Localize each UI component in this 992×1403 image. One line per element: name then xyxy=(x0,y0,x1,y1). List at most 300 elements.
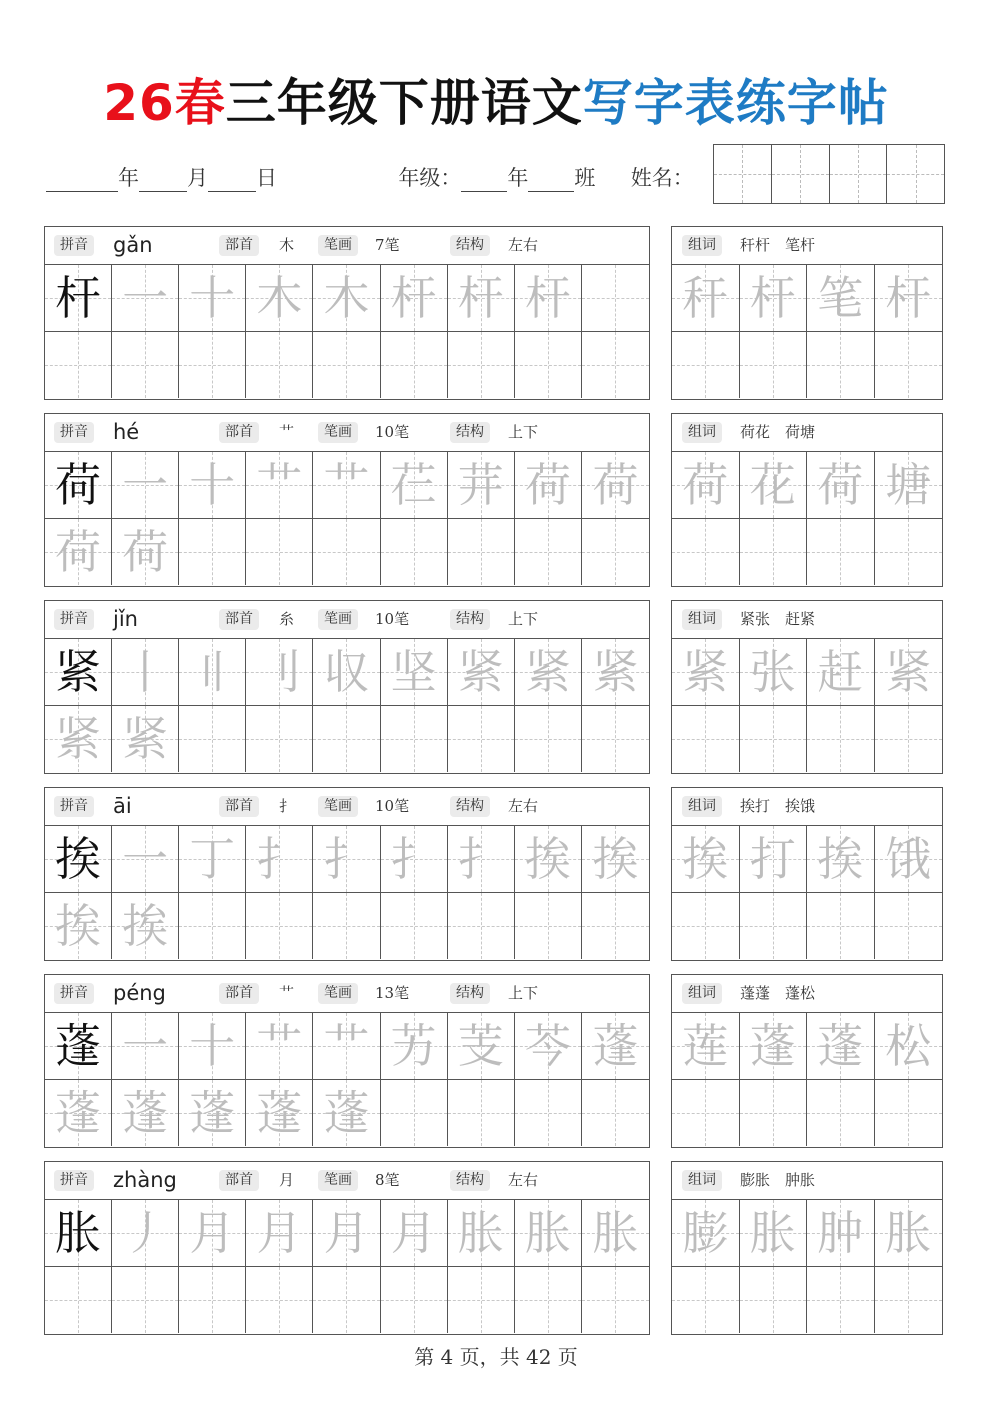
writing-cell[interactable] xyxy=(515,826,582,893)
year-blank[interactable] xyxy=(46,169,118,192)
writing-cell[interactable] xyxy=(45,826,112,893)
writing-cell[interactable] xyxy=(179,1200,246,1267)
writing-cell[interactable] xyxy=(672,826,740,893)
writing-cell[interactable] xyxy=(672,1267,740,1333)
writing-cell[interactable] xyxy=(381,1013,448,1080)
writing-cell[interactable] xyxy=(313,893,380,959)
writing-cell[interactable] xyxy=(515,706,582,772)
writing-cell[interactable] xyxy=(381,452,448,519)
writing-cell[interactable] xyxy=(313,452,380,519)
word-practice-panel xyxy=(671,413,943,587)
writing-cell[interactable] xyxy=(381,1267,448,1333)
char-info-header xyxy=(45,788,649,826)
writing-cell[interactable] xyxy=(112,519,179,585)
writing-cell[interactable] xyxy=(313,639,380,706)
strokes-value: 10笔 xyxy=(375,797,410,815)
writing-cell[interactable] xyxy=(740,1200,808,1267)
strokes-tag: 笔画 xyxy=(318,796,358,817)
writing-cell[interactable] xyxy=(45,706,112,772)
word-trace-character: 饿 xyxy=(885,832,932,886)
stroke-step-character: 芩 xyxy=(524,1019,571,1073)
practice-grid xyxy=(45,265,649,398)
writing-cell[interactable] xyxy=(740,893,808,959)
pinyin-value: jǐn xyxy=(113,607,138,631)
word-grid xyxy=(672,452,942,585)
writing-cell[interactable] xyxy=(582,1013,649,1080)
writing-cell[interactable] xyxy=(246,332,313,398)
structure-value: 左右 xyxy=(508,1171,539,1189)
writing-cell[interactable] xyxy=(875,519,943,585)
writing-cell[interactable] xyxy=(582,452,649,519)
writing-cell[interactable] xyxy=(672,1013,740,1080)
writing-cell[interactable] xyxy=(448,893,515,959)
writing-cell[interactable] xyxy=(179,893,246,959)
writing-cell[interactable] xyxy=(381,639,448,706)
writing-cell[interactable] xyxy=(246,519,313,585)
stroke-step-character: 十 xyxy=(189,1019,236,1073)
word-trace-character: 莲 xyxy=(682,1019,729,1073)
words-header xyxy=(672,1162,942,1200)
stroke-step-character: 木 xyxy=(323,271,370,325)
writing-cell[interactable] xyxy=(740,1080,808,1146)
writing-cell[interactable] xyxy=(179,639,246,706)
writing-cell[interactable] xyxy=(582,706,649,772)
structure-tag: 结构 xyxy=(450,609,490,630)
writing-cell[interactable] xyxy=(313,1080,380,1146)
structure-value: 上下 xyxy=(508,984,539,1002)
writing-cell[interactable] xyxy=(313,1013,380,1080)
word-trace-character: 笔 xyxy=(817,271,864,325)
writing-cell[interactable] xyxy=(875,265,943,332)
writing-cell[interactable] xyxy=(875,706,943,772)
writing-cell[interactable] xyxy=(179,519,246,585)
writing-cell[interactable] xyxy=(112,265,179,332)
stroke-step-character: 月 xyxy=(323,1206,370,1260)
writing-cell[interactable] xyxy=(45,1200,112,1267)
writing-cell[interactable] xyxy=(807,265,875,332)
writing-cell[interactable] xyxy=(515,452,582,519)
words-header xyxy=(672,227,942,265)
writing-cell[interactable] xyxy=(179,706,246,772)
practice-grid xyxy=(45,826,649,959)
radical-value: 月 xyxy=(279,1171,295,1189)
writing-cell[interactable] xyxy=(807,332,875,398)
strokes-value: 7笔 xyxy=(375,236,400,254)
word-grid xyxy=(672,1013,942,1146)
writing-cell[interactable] xyxy=(112,1013,179,1080)
writing-cell[interactable] xyxy=(448,639,515,706)
writing-cell[interactable] xyxy=(515,1267,582,1333)
writing-cell[interactable] xyxy=(381,826,448,893)
trace-character: 蓬 xyxy=(256,1086,303,1140)
stroke-step-character: 一 xyxy=(122,271,169,325)
words-value: 荷花 荷塘 xyxy=(740,423,816,441)
writing-cell[interactable] xyxy=(246,265,313,332)
writing-cell[interactable] xyxy=(381,519,448,585)
writing-cell[interactable] xyxy=(875,1013,943,1080)
structure-tag: 结构 xyxy=(450,422,490,443)
radical-tag: 部首 xyxy=(219,796,259,817)
writing-cell[interactable] xyxy=(45,893,112,959)
pinyin-value: hé xyxy=(113,420,140,444)
stroke-step-character: 木 xyxy=(256,271,303,325)
practice-grid xyxy=(45,639,649,772)
writing-cell[interactable] xyxy=(112,1080,179,1146)
grade-blank[interactable] xyxy=(461,169,507,192)
trace-character: 荷 xyxy=(122,525,169,579)
trace-character: 荷 xyxy=(55,525,102,579)
writing-cell[interactable] xyxy=(582,893,649,959)
stroke-step-character: 扌 xyxy=(256,832,303,886)
word-practice-panel xyxy=(671,226,943,400)
pinyin-value: gǎn xyxy=(113,233,153,257)
char-info-header xyxy=(45,975,649,1013)
writing-cell[interactable] xyxy=(112,826,179,893)
writing-cell[interactable] xyxy=(807,706,875,772)
stroke-step-character: 艹 xyxy=(323,458,370,512)
writing-cell[interactable] xyxy=(448,265,515,332)
writing-cell[interactable] xyxy=(45,265,112,332)
structure-value: 上下 xyxy=(508,610,539,628)
writing-cell[interactable] xyxy=(740,519,808,585)
writing-cell[interactable] xyxy=(448,826,515,893)
strokes-tag: 笔画 xyxy=(318,235,358,256)
writing-cell[interactable] xyxy=(448,1267,515,1333)
word-trace-character: 秆 xyxy=(682,271,729,325)
title-suffix: 写字表练字帖 xyxy=(582,74,889,132)
grade-year-label: 年 xyxy=(507,166,529,190)
writing-cell[interactable] xyxy=(740,1013,808,1080)
practice-grid xyxy=(45,1013,649,1146)
writing-cell[interactable] xyxy=(740,332,808,398)
writing-cell[interactable] xyxy=(246,452,313,519)
writing-cell[interactable] xyxy=(45,1267,112,1333)
word-practice-panel xyxy=(671,974,943,1148)
pinyin-tag: 拼音 xyxy=(54,422,94,443)
writing-cell[interactable] xyxy=(875,1080,943,1146)
writing-cell[interactable] xyxy=(45,1013,112,1080)
word-trace-character: 荷 xyxy=(817,458,864,512)
char-info-header xyxy=(45,414,649,452)
stroke-step-character: 艹 xyxy=(323,1019,370,1073)
stroke-step-character: 月 xyxy=(189,1206,236,1260)
word-practice-panel xyxy=(671,600,943,774)
writing-cell[interactable] xyxy=(381,893,448,959)
stroke-step-character: 紧 xyxy=(457,645,504,699)
month-blank[interactable] xyxy=(139,169,187,192)
writing-cell[interactable] xyxy=(448,519,515,585)
writing-cell[interactable] xyxy=(448,332,515,398)
name-box[interactable] xyxy=(830,145,888,203)
pinyin-value: āi xyxy=(113,794,132,818)
model-character: 紧 xyxy=(55,645,102,699)
day-blank[interactable] xyxy=(208,169,256,192)
char-info-header xyxy=(45,227,649,265)
writing-cell[interactable] xyxy=(672,452,740,519)
word-grid xyxy=(672,1200,942,1333)
name-box[interactable] xyxy=(772,145,830,203)
writing-cell[interactable] xyxy=(672,706,740,772)
radical-tag: 部首 xyxy=(219,235,259,256)
strokes-tag: 笔画 xyxy=(318,422,358,443)
writing-cell[interactable] xyxy=(515,1200,582,1267)
writing-cell[interactable] xyxy=(45,639,112,706)
writing-cell[interactable] xyxy=(672,1080,740,1146)
writing-cell[interactable] xyxy=(875,452,943,519)
writing-cell[interactable] xyxy=(515,332,582,398)
writing-cell[interactable] xyxy=(582,332,649,398)
pinyin-tag: 拼音 xyxy=(54,235,94,256)
writing-cell[interactable] xyxy=(807,519,875,585)
writing-cell[interactable] xyxy=(179,452,246,519)
stroke-step-character: 十 xyxy=(189,458,236,512)
radical-value: 木 xyxy=(279,236,295,254)
word-trace-character: 挨 xyxy=(682,832,729,886)
info-line xyxy=(46,162,694,192)
strokes-value: 13笔 xyxy=(375,984,410,1002)
writing-cell[interactable] xyxy=(381,265,448,332)
writing-cell[interactable] xyxy=(515,265,582,332)
writing-cell[interactable] xyxy=(807,893,875,959)
strokes-value: 10笔 xyxy=(375,423,410,441)
day-label: 日 xyxy=(256,166,277,190)
writing-cell[interactable] xyxy=(740,639,808,706)
words-header xyxy=(672,788,942,826)
char-practice-panel xyxy=(44,1161,650,1335)
stroke-step-character: 扌 xyxy=(457,832,504,886)
writing-cell[interactable] xyxy=(381,1080,448,1146)
writing-cell[interactable] xyxy=(45,332,112,398)
words-tag: 组词 xyxy=(682,609,722,630)
writing-cell[interactable] xyxy=(672,519,740,585)
stroke-step-character: 月 xyxy=(256,1206,303,1260)
words-value: 蓬蓬 蓬松 xyxy=(740,984,816,1002)
writing-cell[interactable] xyxy=(246,1080,313,1146)
writing-cell[interactable] xyxy=(179,1013,246,1080)
writing-cell[interactable] xyxy=(807,1267,875,1333)
writing-cell[interactable] xyxy=(672,265,740,332)
stroke-step-character: 十 xyxy=(189,271,236,325)
writing-cell[interactable] xyxy=(246,1200,313,1267)
trace-character: 蓬 xyxy=(55,1086,102,1140)
writing-cell[interactable] xyxy=(179,826,246,893)
trace-character: 挨 xyxy=(122,899,169,953)
words-value: 挨打 挨饿 xyxy=(740,797,816,815)
stroke-step-character: 杆 xyxy=(390,271,437,325)
writing-cell[interactable] xyxy=(807,1200,875,1267)
words-tag: 组词 xyxy=(682,1170,722,1191)
writing-cell[interactable] xyxy=(179,1080,246,1146)
stroke-step-character: 杆 xyxy=(524,271,571,325)
words-value: 秆杆 笔杆 xyxy=(740,236,816,254)
page-footer: 第 4 页，共 42 页 xyxy=(414,1345,578,1369)
writing-cell[interactable] xyxy=(381,1200,448,1267)
words-tag: 组词 xyxy=(682,796,722,817)
radical-value: 糸 xyxy=(279,610,295,628)
word-grid xyxy=(672,826,942,959)
writing-cell[interactable] xyxy=(807,826,875,893)
name-boxes[interactable] xyxy=(713,144,945,204)
strokes-value: 10笔 xyxy=(375,610,410,628)
year-label: 年 xyxy=(118,166,139,190)
writing-cell[interactable] xyxy=(740,1267,808,1333)
writing-cell[interactable] xyxy=(112,893,179,959)
writing-cell[interactable] xyxy=(515,1080,582,1146)
stroke-step-character: 芰 xyxy=(457,1019,504,1073)
writing-cell[interactable] xyxy=(313,1267,380,1333)
writing-cell[interactable] xyxy=(179,1267,246,1333)
words-value: 膨胀 肿胀 xyxy=(740,1171,816,1189)
writing-cell[interactable] xyxy=(875,893,943,959)
writing-cell[interactable] xyxy=(112,332,179,398)
writing-cell[interactable] xyxy=(875,639,943,706)
writing-cell[interactable] xyxy=(875,1200,943,1267)
writing-cell[interactable] xyxy=(381,706,448,772)
writing-cell[interactable] xyxy=(807,1080,875,1146)
pinyin-value: zhàng xyxy=(113,1168,177,1192)
name-box[interactable] xyxy=(714,145,772,203)
words-header xyxy=(672,601,942,639)
word-trace-character: 花 xyxy=(749,458,796,512)
writing-cell[interactable] xyxy=(582,639,649,706)
writing-cell[interactable] xyxy=(448,1013,515,1080)
writing-cell[interactable] xyxy=(246,706,313,772)
writing-cell[interactable] xyxy=(45,519,112,585)
stroke-step-character: 扌 xyxy=(390,832,437,886)
writing-cell[interactable] xyxy=(672,1200,740,1267)
word-trace-character: 杆 xyxy=(749,271,796,325)
writing-cell[interactable] xyxy=(515,893,582,959)
radical-value: 扌 xyxy=(279,797,295,815)
writing-cell[interactable] xyxy=(313,519,380,585)
writing-cell[interactable] xyxy=(582,1267,649,1333)
writing-cell[interactable] xyxy=(740,706,808,772)
word-trace-character: 肿 xyxy=(817,1206,864,1260)
writing-cell[interactable] xyxy=(740,452,808,519)
writing-cell[interactable] xyxy=(246,1267,313,1333)
writing-cell[interactable] xyxy=(582,1200,649,1267)
writing-cell[interactable] xyxy=(515,519,582,585)
class-blank[interactable] xyxy=(528,169,574,192)
writing-cell[interactable] xyxy=(875,332,943,398)
stroke-step-character: 胀 xyxy=(592,1206,639,1260)
trace-character: 蓬 xyxy=(189,1086,236,1140)
pinyin-tag: 拼音 xyxy=(54,1170,94,1191)
stroke-step-character: 一 xyxy=(122,832,169,886)
stroke-step-character: 芢 xyxy=(390,458,437,512)
writing-cell[interactable] xyxy=(179,265,246,332)
writing-cell[interactable] xyxy=(112,1200,179,1267)
writing-cell[interactable] xyxy=(740,826,808,893)
writing-cell[interactable] xyxy=(582,826,649,893)
structure-tag: 结构 xyxy=(450,796,490,817)
writing-cell[interactable] xyxy=(179,332,246,398)
stroke-step-character: 紧 xyxy=(524,645,571,699)
stroke-step-character: 荷 xyxy=(592,458,639,512)
writing-cell[interactable] xyxy=(313,706,380,772)
writing-cell[interactable] xyxy=(515,639,582,706)
word-trace-character: 荷 xyxy=(682,458,729,512)
writing-cell[interactable] xyxy=(448,1080,515,1146)
writing-cell[interactable] xyxy=(672,332,740,398)
writing-cell[interactable] xyxy=(448,452,515,519)
writing-cell[interactable] xyxy=(246,639,313,706)
char-practice-panel xyxy=(44,787,650,961)
writing-cell[interactable] xyxy=(112,1267,179,1333)
writing-cell[interactable] xyxy=(582,265,649,332)
stroke-step-character: 挨 xyxy=(524,832,571,886)
writing-cell[interactable] xyxy=(582,519,649,585)
stroke-step-character: 一 xyxy=(122,1019,169,1073)
trace-character: 紧 xyxy=(55,712,102,766)
writing-cell[interactable] xyxy=(807,1013,875,1080)
char-info-header xyxy=(45,601,649,639)
writing-cell[interactable] xyxy=(875,826,943,893)
writing-cell[interactable] xyxy=(45,1080,112,1146)
structure-tag: 结构 xyxy=(450,983,490,1004)
stroke-step-character: 収 xyxy=(323,645,370,699)
radical-tag: 部首 xyxy=(219,983,259,1004)
writing-cell[interactable] xyxy=(582,1080,649,1146)
strokes-value: 8笔 xyxy=(375,1171,400,1189)
writing-cell[interactable] xyxy=(112,706,179,772)
writing-cell[interactable] xyxy=(875,1267,943,1333)
radical-tag: 部首 xyxy=(219,422,259,443)
stroke-step-character: 月 xyxy=(390,1206,437,1260)
trace-character: 蓬 xyxy=(323,1086,370,1140)
writing-cell[interactable] xyxy=(313,826,380,893)
writing-cell[interactable] xyxy=(448,706,515,772)
stroke-step-character: 扌 xyxy=(323,832,370,886)
writing-cell[interactable] xyxy=(246,893,313,959)
writing-cell[interactable] xyxy=(515,1013,582,1080)
trace-character: 挨 xyxy=(55,899,102,953)
word-trace-character: 蓬 xyxy=(749,1019,796,1073)
writing-cell[interactable] xyxy=(45,452,112,519)
words-tag: 组词 xyxy=(682,422,722,443)
writing-cell[interactable] xyxy=(381,332,448,398)
writing-cell[interactable] xyxy=(112,452,179,519)
model-character: 挨 xyxy=(55,832,102,886)
writing-cell[interactable] xyxy=(740,265,808,332)
writing-cell[interactable] xyxy=(313,1200,380,1267)
writing-cell[interactable] xyxy=(313,265,380,332)
writing-cell[interactable] xyxy=(246,826,313,893)
char-practice-panel xyxy=(44,226,650,400)
word-trace-character: 挨 xyxy=(817,832,864,886)
title-prefix: 26春 xyxy=(103,74,226,132)
writing-cell[interactable] xyxy=(246,1013,313,1080)
stroke-step-character: 茾 xyxy=(457,458,504,512)
writing-cell[interactable] xyxy=(112,639,179,706)
writing-cell[interactable] xyxy=(807,452,875,519)
writing-cell[interactable] xyxy=(807,639,875,706)
stroke-step-character: 胀 xyxy=(457,1206,504,1260)
trace-character: 紧 xyxy=(122,712,169,766)
pinyin-tag: 拼音 xyxy=(54,609,94,630)
word-trace-character: 胀 xyxy=(885,1206,932,1260)
writing-cell[interactable] xyxy=(313,332,380,398)
char-practice-panel xyxy=(44,974,650,1148)
page-title xyxy=(0,70,992,136)
writing-cell[interactable] xyxy=(672,893,740,959)
model-character: 蓬 xyxy=(55,1019,102,1073)
word-trace-character: 打 xyxy=(749,832,796,886)
writing-cell[interactable] xyxy=(448,1200,515,1267)
name-box[interactable] xyxy=(887,145,944,203)
writing-cell[interactable] xyxy=(672,639,740,706)
radical-value: 艹 xyxy=(279,984,295,1002)
